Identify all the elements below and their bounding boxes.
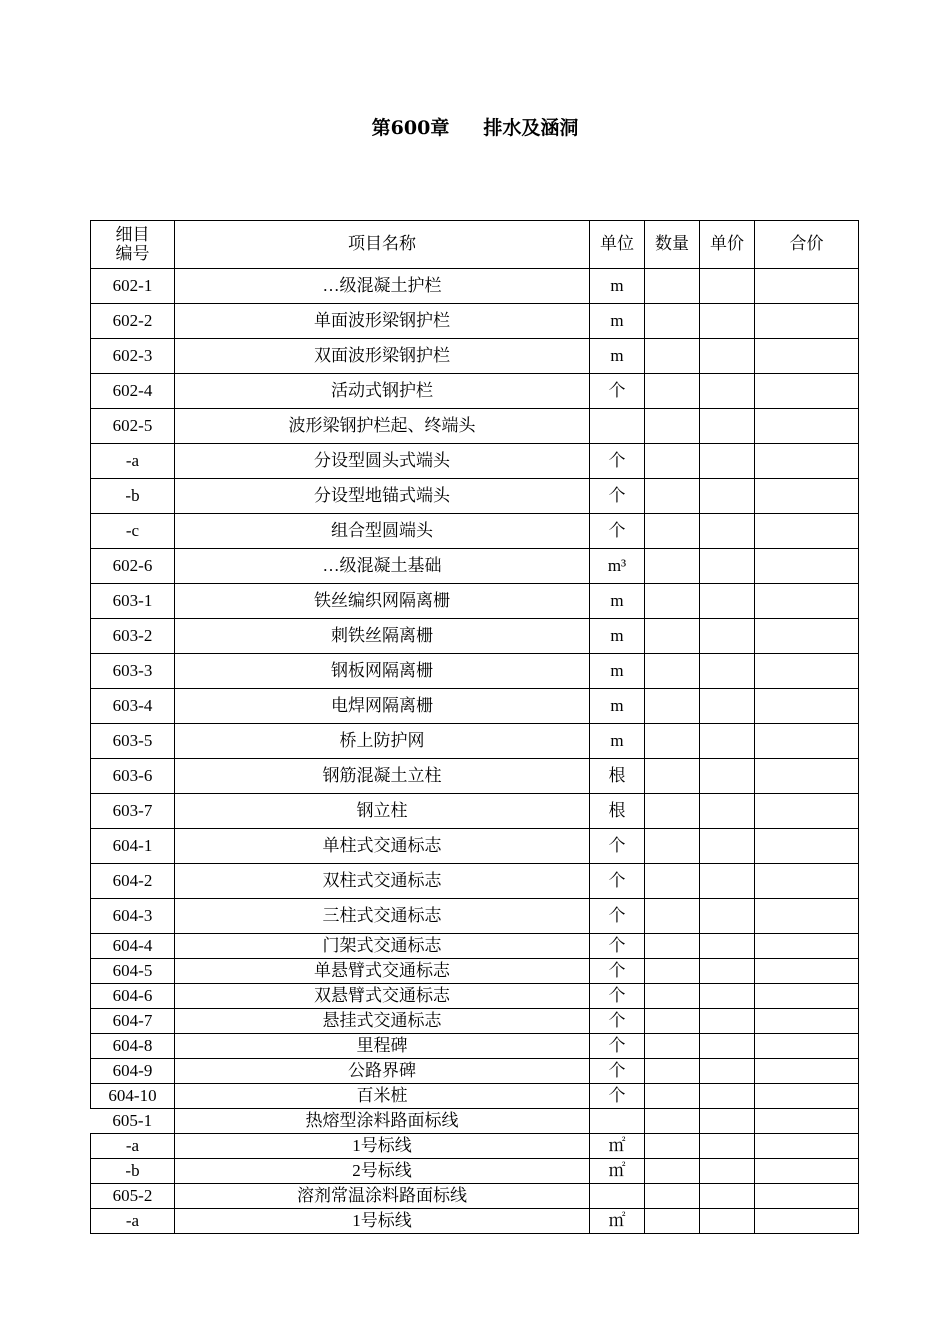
total-cell — [755, 269, 859, 304]
unit-cell: m — [590, 339, 645, 374]
bill-of-quantities-table — [90, 220, 859, 1234]
table-row — [91, 1084, 859, 1109]
unit-cell: 个 — [590, 374, 645, 409]
table-row — [91, 374, 859, 409]
quantity-cell — [645, 1134, 700, 1159]
quantity-cell — [645, 1109, 700, 1134]
item-code-cell: 604-6 — [91, 984, 175, 1009]
unit-cell: 个 — [590, 934, 645, 959]
table-row — [91, 759, 859, 794]
quantity-cell — [645, 1209, 700, 1234]
item-code-cell: 603-3 — [91, 654, 175, 689]
unit-cell: m³ — [590, 549, 645, 584]
quantity-cell — [645, 1159, 700, 1184]
unit-cell: ㎡ — [590, 1209, 645, 1234]
quantity-cell — [645, 1009, 700, 1034]
quantity-cell — [645, 584, 700, 619]
item-name-cell: 里程碑 — [175, 1034, 590, 1059]
unit-price-cell — [700, 374, 755, 409]
unit-cell: ㎡ — [590, 1159, 645, 1184]
table-row — [91, 1209, 859, 1234]
quantity-cell — [645, 619, 700, 654]
table-row — [91, 549, 859, 584]
table-row — [91, 304, 859, 339]
unit-cell: m — [590, 654, 645, 689]
item-code-cell: -b — [91, 479, 175, 514]
unit-cell: 个 — [590, 1034, 645, 1059]
table-row — [91, 724, 859, 759]
unit-price-cell — [700, 1084, 755, 1109]
table-row — [91, 1184, 859, 1209]
unit-price-cell — [700, 339, 755, 374]
unit-price-cell — [700, 1009, 755, 1034]
table-row — [91, 1134, 859, 1159]
item-name-cell: …级混凝土护栏 — [175, 269, 590, 304]
item-name-cell: 组合型圆端头 — [175, 514, 590, 549]
item-code-cell: 604-2 — [91, 864, 175, 899]
item-name-cell: 双悬臂式交通标志 — [175, 984, 590, 1009]
unit-cell: m — [590, 304, 645, 339]
item-code-cell: 602-3 — [91, 339, 175, 374]
item-name-cell: 钢筋混凝土立柱 — [175, 759, 590, 794]
table-row — [91, 794, 859, 829]
table-row — [91, 864, 859, 899]
quantity-cell — [645, 514, 700, 549]
unit-cell: 个 — [590, 514, 645, 549]
item-code-cell: 604-9 — [91, 1059, 175, 1084]
item-name-cell: 热熔型涂料路面标线 — [175, 1109, 590, 1134]
item-code-cell: 605-1 — [91, 1109, 175, 1134]
item-code-cell: 604-5 — [91, 959, 175, 984]
quantity-cell — [645, 1059, 700, 1084]
total-cell — [755, 1059, 859, 1084]
unit-cell: 个 — [590, 444, 645, 479]
total-cell — [755, 514, 859, 549]
table-row — [91, 984, 859, 1009]
table-row — [91, 654, 859, 689]
item-name-cell: 桥上防护网 — [175, 724, 590, 759]
item-code-cell: -a — [91, 1134, 175, 1159]
unit-cell: 根 — [590, 794, 645, 829]
total-cell — [755, 619, 859, 654]
unit-cell: m — [590, 689, 645, 724]
header-quantity: 数量 — [645, 221, 700, 269]
total-cell — [755, 444, 859, 479]
unit-cell: m — [590, 269, 645, 304]
item-code-cell: 603-1 — [91, 584, 175, 619]
quantity-cell — [645, 444, 700, 479]
quantity-cell — [645, 304, 700, 339]
item-name-cell: 分设型圆头式端头 — [175, 444, 590, 479]
table-row — [91, 899, 859, 934]
unit-price-cell — [700, 1109, 755, 1134]
quantity-cell — [645, 984, 700, 1009]
item-code-cell: 602-6 — [91, 549, 175, 584]
item-code-cell: -b — [91, 1159, 175, 1184]
item-name-cell: …级混凝土基础 — [175, 549, 590, 584]
total-cell — [755, 1084, 859, 1109]
unit-price-cell — [700, 984, 755, 1009]
item-name-cell: 活动式钢护栏 — [175, 374, 590, 409]
total-cell — [755, 549, 859, 584]
item-code-cell: 602-2 — [91, 304, 175, 339]
unit-cell: 个 — [590, 984, 645, 1009]
quantity-cell — [645, 374, 700, 409]
item-name-cell: 1号标线 — [175, 1134, 590, 1159]
item-name-cell: 铁丝编织网隔离栅 — [175, 584, 590, 619]
quantity-cell — [645, 794, 700, 829]
total-cell — [755, 584, 859, 619]
item-code-cell: 604-1 — [91, 829, 175, 864]
unit-cell: 个 — [590, 479, 645, 514]
unit-cell: 个 — [590, 1009, 645, 1034]
page-title — [0, 113, 950, 140]
item-name-cell: 三柱式交通标志 — [175, 899, 590, 934]
item-code-cell: 602-5 — [91, 409, 175, 444]
item-name-cell: 双柱式交通标志 — [175, 864, 590, 899]
unit-cell: 个 — [590, 899, 645, 934]
quantity-cell — [645, 654, 700, 689]
unit-price-cell — [700, 409, 755, 444]
unit-cell: 个 — [590, 829, 645, 864]
chapter-number: 第600章 — [371, 117, 450, 139]
item-name-cell: 溶剂常温涂料路面标线 — [175, 1184, 590, 1209]
unit-cell — [590, 1184, 645, 1209]
quantity-cell — [645, 1034, 700, 1059]
item-name-cell: 波形梁钢护栏起、终端头 — [175, 409, 590, 444]
item-name-cell: 单面波形梁钢护栏 — [175, 304, 590, 339]
table-row — [91, 959, 859, 984]
item-name-cell: 分设型地锚式端头 — [175, 479, 590, 514]
total-cell — [755, 304, 859, 339]
item-code-cell: 604-10 — [91, 1084, 175, 1109]
total-cell — [755, 934, 859, 959]
table-row — [91, 619, 859, 654]
total-cell — [755, 959, 859, 984]
header-unit-price: 单价 — [700, 221, 755, 269]
unit-price-cell — [700, 724, 755, 759]
quantity-cell — [645, 269, 700, 304]
unit-price-cell — [700, 794, 755, 829]
quantity-cell — [645, 689, 700, 724]
item-code-cell: 604-4 — [91, 934, 175, 959]
item-name-cell: 单悬臂式交通标志 — [175, 959, 590, 984]
unit-price-cell — [700, 269, 755, 304]
unit-cell: 个 — [590, 1059, 645, 1084]
table-row — [91, 1034, 859, 1059]
total-cell — [755, 1109, 859, 1134]
item-code-cell: 602-1 — [91, 269, 175, 304]
item-code-cell: 603-4 — [91, 689, 175, 724]
item-name-cell: 百米桩 — [175, 1084, 590, 1109]
table-row — [91, 829, 859, 864]
total-cell — [755, 374, 859, 409]
total-cell — [755, 1034, 859, 1059]
item-name-cell: 门架式交通标志 — [175, 934, 590, 959]
unit-cell: 个 — [590, 1084, 645, 1109]
item-code-cell: 605-2 — [91, 1184, 175, 1209]
total-cell — [755, 339, 859, 374]
unit-cell: m — [590, 619, 645, 654]
total-cell — [755, 1134, 859, 1159]
total-cell — [755, 1209, 859, 1234]
table-row — [91, 269, 859, 304]
item-name-cell: 钢板网隔离栅 — [175, 654, 590, 689]
table-row — [91, 1059, 859, 1084]
unit-price-cell — [700, 1134, 755, 1159]
item-name-cell: 钢立柱 — [175, 794, 590, 829]
item-name-cell: 单柱式交通标志 — [175, 829, 590, 864]
table-row — [91, 584, 859, 619]
unit-price-cell — [700, 1059, 755, 1084]
total-cell — [755, 1184, 859, 1209]
quantity-cell — [645, 1084, 700, 1109]
item-name-cell: 公路界碑 — [175, 1059, 590, 1084]
total-cell — [755, 759, 859, 794]
unit-cell: 个 — [590, 959, 645, 984]
quantity-cell — [645, 829, 700, 864]
unit-cell: m — [590, 584, 645, 619]
unit-price-cell — [700, 759, 755, 794]
unit-price-cell — [700, 1184, 755, 1209]
item-name-cell: 电焊网隔离栅 — [175, 689, 590, 724]
table-row — [91, 339, 859, 374]
header-item-code: 细目 编号 — [91, 221, 175, 269]
table-row — [91, 479, 859, 514]
item-code-cell: 604-3 — [91, 899, 175, 934]
unit-cell — [590, 1109, 645, 1134]
table-row — [91, 409, 859, 444]
total-cell — [755, 864, 859, 899]
quantity-cell — [645, 934, 700, 959]
item-name-cell: 悬挂式交通标志 — [175, 1009, 590, 1034]
total-cell — [755, 724, 859, 759]
quantity-cell — [645, 959, 700, 984]
item-name-cell: 刺铁丝隔离栅 — [175, 619, 590, 654]
unit-price-cell — [700, 959, 755, 984]
unit-price-cell — [700, 654, 755, 689]
table-row — [91, 1009, 859, 1034]
quantity-cell — [645, 549, 700, 584]
unit-cell: 个 — [590, 864, 645, 899]
unit-price-cell — [700, 689, 755, 724]
quantity-cell — [645, 1184, 700, 1209]
unit-price-cell — [700, 1159, 755, 1184]
total-cell — [755, 1159, 859, 1184]
table-row — [91, 1159, 859, 1184]
quantity-cell — [645, 479, 700, 514]
unit-cell — [590, 409, 645, 444]
total-cell — [755, 409, 859, 444]
unit-price-cell — [700, 584, 755, 619]
item-code-cell: 603-6 — [91, 759, 175, 794]
header-item-name: 项目名称 — [175, 221, 590, 269]
unit-cell: m — [590, 724, 645, 759]
unit-price-cell — [700, 1209, 755, 1234]
table-body — [91, 269, 859, 1234]
item-code-cell: 603-5 — [91, 724, 175, 759]
item-code-cell: 603-7 — [91, 794, 175, 829]
table-header-row — [91, 221, 859, 269]
table-row — [91, 934, 859, 959]
unit-price-cell — [700, 444, 755, 479]
item-code-cell: -c — [91, 514, 175, 549]
total-cell — [755, 1009, 859, 1034]
quantity-cell — [645, 759, 700, 794]
unit-price-cell — [700, 864, 755, 899]
item-name-cell: 1号标线 — [175, 1209, 590, 1234]
unit-price-cell — [700, 514, 755, 549]
unit-price-cell — [700, 479, 755, 514]
item-code-cell: -a — [91, 1209, 175, 1234]
total-cell — [755, 479, 859, 514]
table-row — [91, 689, 859, 724]
quantity-cell — [645, 339, 700, 374]
table-row — [91, 1109, 859, 1134]
unit-price-cell — [700, 304, 755, 339]
table-row — [91, 514, 859, 549]
item-code-cell: 604-8 — [91, 1034, 175, 1059]
total-cell — [755, 794, 859, 829]
header-unit: 单位 — [590, 221, 645, 269]
item-code-cell: 602-4 — [91, 374, 175, 409]
chapter-name: 排水及涵洞 — [483, 117, 579, 139]
quantity-cell — [645, 899, 700, 934]
item-code-cell: -a — [91, 444, 175, 479]
unit-price-cell — [700, 934, 755, 959]
unit-cell: 根 — [590, 759, 645, 794]
total-cell — [755, 654, 859, 689]
quantity-cell — [645, 724, 700, 759]
unit-price-cell — [700, 899, 755, 934]
item-name-cell: 2号标线 — [175, 1159, 590, 1184]
item-name-cell: 双面波形梁钢护栏 — [175, 339, 590, 374]
total-cell — [755, 899, 859, 934]
total-cell — [755, 829, 859, 864]
header-total: 合价 — [755, 221, 859, 269]
unit-price-cell — [700, 619, 755, 654]
unit-cell: ㎡ — [590, 1134, 645, 1159]
quantity-cell — [645, 864, 700, 899]
table-row — [91, 444, 859, 479]
quantity-cell — [645, 409, 700, 444]
item-code-cell: 603-2 — [91, 619, 175, 654]
unit-price-cell — [700, 1034, 755, 1059]
unit-price-cell — [700, 549, 755, 584]
total-cell — [755, 689, 859, 724]
total-cell — [755, 984, 859, 1009]
unit-price-cell — [700, 829, 755, 864]
item-code-cell: 604-7 — [91, 1009, 175, 1034]
